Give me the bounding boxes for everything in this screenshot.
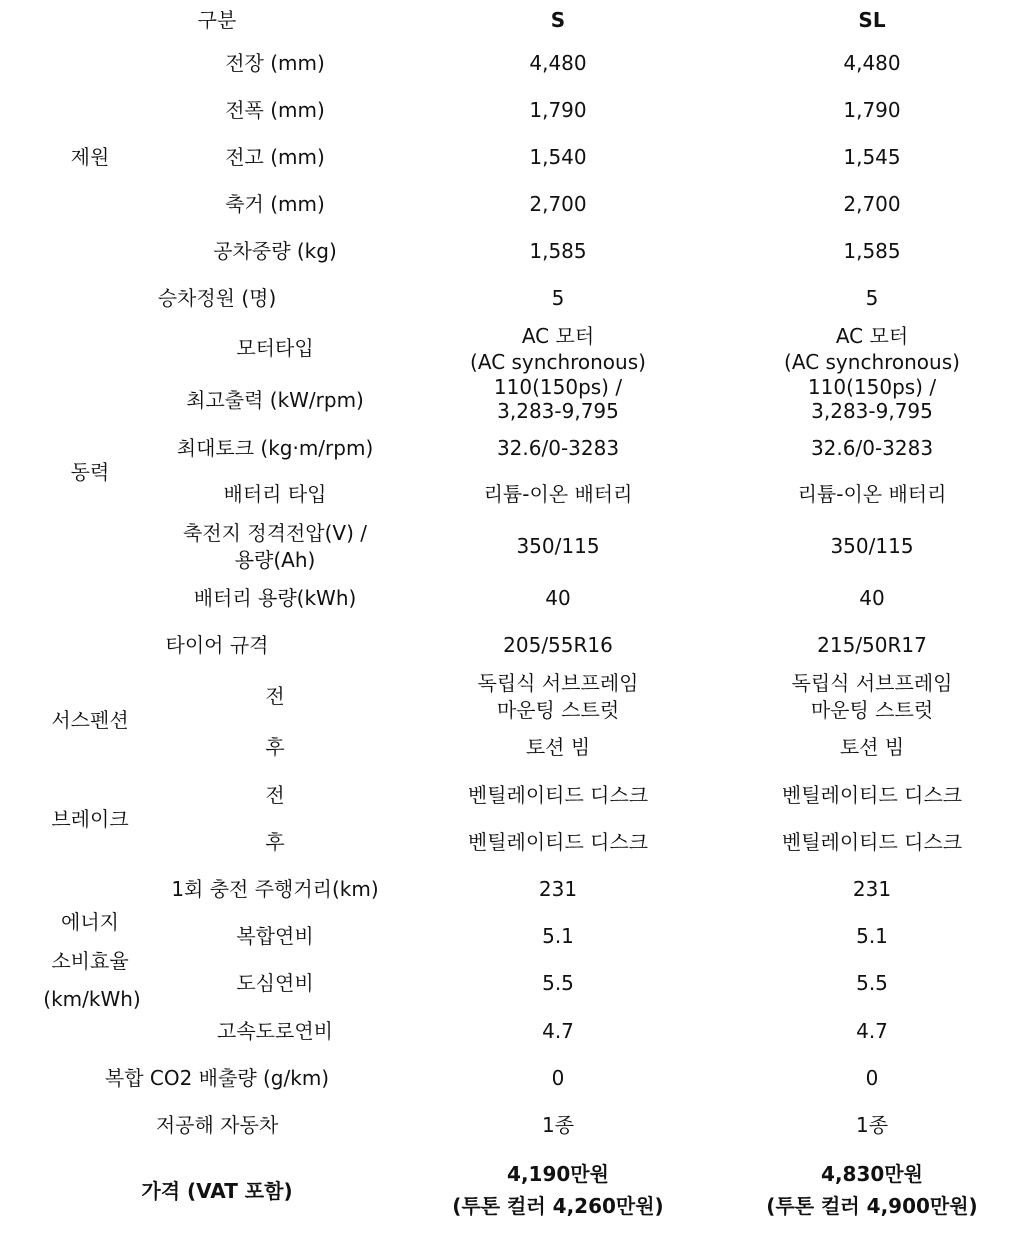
cell-sl-combined: 5.1 <box>856 924 888 948</box>
cell-s-range: 231 <box>538 877 578 901</box>
cell-s-susp-front-line2: 마운팅 스트럿 <box>496 698 620 722</box>
row-label-low-pollution: 저공해 자동차 <box>155 1113 279 1137</box>
header-col-sl: SL <box>858 8 886 32</box>
header-category: 구분 <box>197 8 237 32</box>
cell-s-height: 1,540 <box>529 145 587 169</box>
cell-s-length: 4,480 <box>529 51 587 75</box>
cell-s-co2: 0 <box>551 1066 565 1090</box>
cell-sl-motor-line3: 110(150ps) / <box>807 375 937 399</box>
row-label-seating: 승차정원 (명) <box>157 286 277 310</box>
cell-s-motor-line3: 110(150ps) / <box>493 375 623 399</box>
row-label-battery-volt-line1: 축전지 정격전압(V) / <box>183 521 367 545</box>
cell-sl-highway: 4.7 <box>856 1019 888 1043</box>
cell-s-width: 1,790 <box>529 98 587 122</box>
cell-sl-tire: 215/50R17 <box>817 633 927 657</box>
cell-s-battery-type: 리튬-이온 배터리 <box>483 482 633 506</box>
row-label-susp-front: 전 <box>265 684 285 708</box>
cell-s-seating: 5 <box>551 286 565 310</box>
group-suspension: 서스펜션 <box>51 708 129 732</box>
cell-s-susp-rear: 토션 빔 <box>525 735 591 759</box>
row-label-wheelbase: 축거 (mm) <box>225 192 325 216</box>
cell-sl-low-pollution: 1종 <box>855 1113 889 1137</box>
cell-sl-width: 1,790 <box>843 98 901 122</box>
cell-sl-curb-weight: 1,585 <box>843 239 901 263</box>
row-label-brake-front: 전 <box>265 783 285 807</box>
row-label-curb-weight: 공차중량 (kg) <box>213 239 337 263</box>
row-label-width: 전폭 (mm) <box>225 98 325 122</box>
cell-s-wheelbase: 2,700 <box>529 192 587 216</box>
cell-s-city: 5.5 <box>542 971 574 995</box>
row-label-max-output: 최고출력 (kW/rpm) <box>186 388 364 412</box>
group-brake: 브레이크 <box>51 807 129 831</box>
cell-s-low-pollution: 1종 <box>541 1113 575 1137</box>
row-label-highway: 고속도로연비 <box>217 1019 333 1043</box>
cell-s-price-line2: (투톤 컬러 4,260만원) <box>452 1194 664 1218</box>
cell-s-curb-weight: 1,585 <box>529 239 587 263</box>
cell-sl-susp-rear: 토션 빔 <box>839 735 905 759</box>
row-label-max-torque: 최대토크 (kg·m/rpm) <box>176 436 374 460</box>
row-label-battery-cap: 배터리 용량(kWh) <box>193 586 357 610</box>
cell-sl-height: 1,545 <box>843 145 901 169</box>
row-label-brake-rear: 후 <box>265 830 285 854</box>
row-label-battery-volt-line2: 용량(Ah) <box>234 548 316 572</box>
group-dimensions: 제원 <box>70 145 110 169</box>
row-label-length: 전장 (mm) <box>225 51 325 75</box>
cell-s-motor-line2: (AC synchronous) <box>470 350 646 374</box>
cell-sl-wheelbase: 2,700 <box>843 192 901 216</box>
cell-s-max-torque: 32.6/0-3283 <box>496 436 620 460</box>
cell-sl-susp-front-line1: 독립식 서브프레임 <box>791 671 953 695</box>
row-label-range: 1회 충전 주행거리(km) <box>171 877 379 901</box>
header-col-s: S <box>550 8 566 32</box>
cell-s-motor-line1: AC 모터 <box>521 324 595 348</box>
cell-sl-max-torque: 32.6/0-3283 <box>810 436 934 460</box>
group-power: 동력 <box>70 460 110 484</box>
cell-s-motor-line4: 3,283-9,795 <box>497 399 619 423</box>
cell-sl-brake-front: 벤틸레이티드 디스크 <box>781 783 963 807</box>
cell-sl-susp-front-line2: 마운팅 스트럿 <box>810 698 934 722</box>
cell-sl-battery-type: 리튬-이온 배터리 <box>797 482 947 506</box>
group-energy-line2: 소비효율 <box>51 949 129 973</box>
cell-sl-motor-line4: 3,283-9,795 <box>811 399 933 423</box>
cell-sl-seating: 5 <box>865 286 879 310</box>
cell-sl-length: 4,480 <box>843 51 901 75</box>
cell-sl-motor-line2: (AC synchronous) <box>784 350 960 374</box>
cell-sl-city: 5.5 <box>856 971 888 995</box>
cell-s-tire: 205/55R16 <box>503 633 613 657</box>
cell-s-price-line1: 4,190만원 <box>507 1162 609 1186</box>
cell-s-highway: 4.7 <box>542 1019 574 1043</box>
cell-sl-range: 231 <box>852 877 892 901</box>
group-energy-line3: (km/kWh) <box>43 987 141 1011</box>
cell-sl-battery-cap: 40 <box>859 586 885 610</box>
cell-sl-battery-volt: 350/115 <box>830 534 914 558</box>
row-label-city: 도심연비 <box>236 971 314 995</box>
cell-s-combined: 5.1 <box>542 924 574 948</box>
cell-s-brake-rear: 벤틸레이티드 디스크 <box>467 830 649 854</box>
row-label-motor-type: 모터타입 <box>236 336 314 360</box>
row-label-co2: 복합 CO2 배출량 (g/km) <box>104 1066 330 1090</box>
cell-sl-brake-rear: 벤틸레이티드 디스크 <box>781 830 963 854</box>
row-label-height: 전고 (mm) <box>225 145 325 169</box>
row-label-price: 가격 (VAT 포함) <box>141 1179 293 1203</box>
cell-s-battery-volt: 350/115 <box>516 534 600 558</box>
row-label-combined: 복합연비 <box>236 924 314 948</box>
row-label-susp-rear: 후 <box>265 735 285 759</box>
cell-s-susp-front-line1: 독립식 서브프레임 <box>477 671 639 695</box>
cell-s-battery-cap: 40 <box>545 586 571 610</box>
row-label-battery-type: 배터리 타입 <box>223 482 327 506</box>
cell-sl-price-line2: (투톤 컬러 4,900만원) <box>766 1194 978 1218</box>
row-label-tire: 타이어 규격 <box>165 633 269 657</box>
cell-s-brake-front: 벤틸레이티드 디스크 <box>467 783 649 807</box>
group-energy-line1: 에너지 <box>61 910 119 934</box>
cell-sl-co2: 0 <box>865 1066 879 1090</box>
cell-sl-price-line1: 4,830만원 <box>821 1162 923 1186</box>
cell-sl-motor-line1: AC 모터 <box>835 324 909 348</box>
